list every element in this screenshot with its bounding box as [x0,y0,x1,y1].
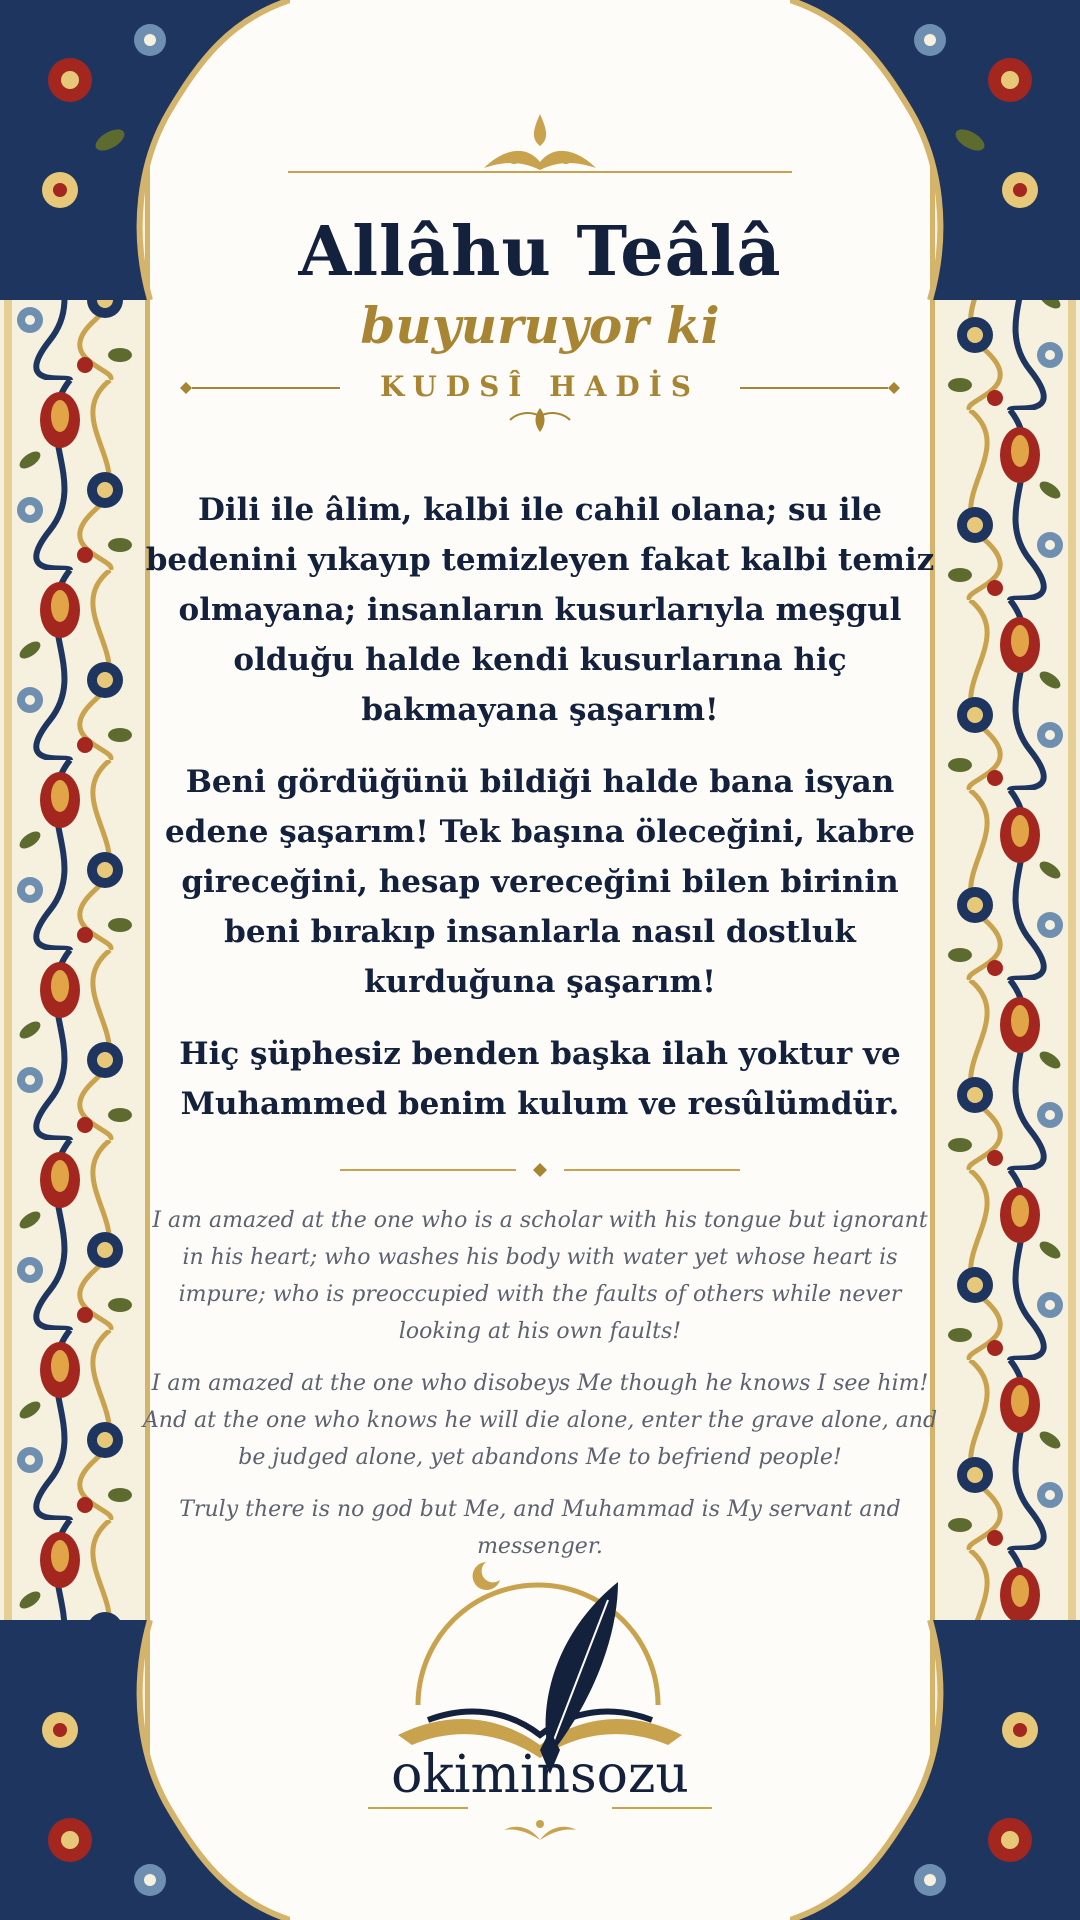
english-paragraph-3: Truly there is no god but Me, and Muhammad is My servant and messenger. [179,1497,901,1559]
english-paragraph-1: I am amazed at the one who is a scholar with his tongue but ignorant in his heart; who washes his body with water yet whose heart is impure; who is preoccupied with the faults of others while never looking at his own faults! [152,1208,928,1344]
section-label: KUDSÎ HADİS [380,370,700,403]
english-paragraph-2: I am amazed at the one who disobeys Me though he knows I see him! And at the one who knows he will die alone, enter the grave alone, and be judged alone, yet abandons Me to befriend people! [142,1371,938,1470]
page-title: Allâhu Teâlâ [298,212,782,292]
section-label-row [180,370,900,442]
page-subtitle: buyuruyor ki [360,296,720,355]
brand-name: okiminsozu [391,1745,689,1805]
bottom-flourish-ornament [500,1816,580,1842]
quill-book-crescent-icon [368,1560,712,1860]
turkish-paragraph-1: Dili ile âlim, kalbi ile cahil olana; su ile bedenini yıkayıp temizleyen fakat kalbi temiz olmayana; insanların kusurlarıyla meşgul olduğu halde kendi kusurlarına hiç bakmayana şaşarım! [145,492,935,728]
turkish-paragraph-3: Hiç şüphesiz benden başka ilah yoktur ve Muhammed benim kulum ve resûlümdür. [179,1036,901,1122]
top-flourish-ornament [288,112,792,178]
section-divider [340,1158,740,1182]
turkish-paragraph-2: Beni gördüğünü bildiği halde bana isyan edene şaşarım! Tek başına öleceğini, kabre gireceğini, hesap vereceğini bilen birinin beni bırakıp insanlarla nasıl dostluk kurduğuna şaşarım! [165,764,915,1000]
main-content [140,0,940,1920]
